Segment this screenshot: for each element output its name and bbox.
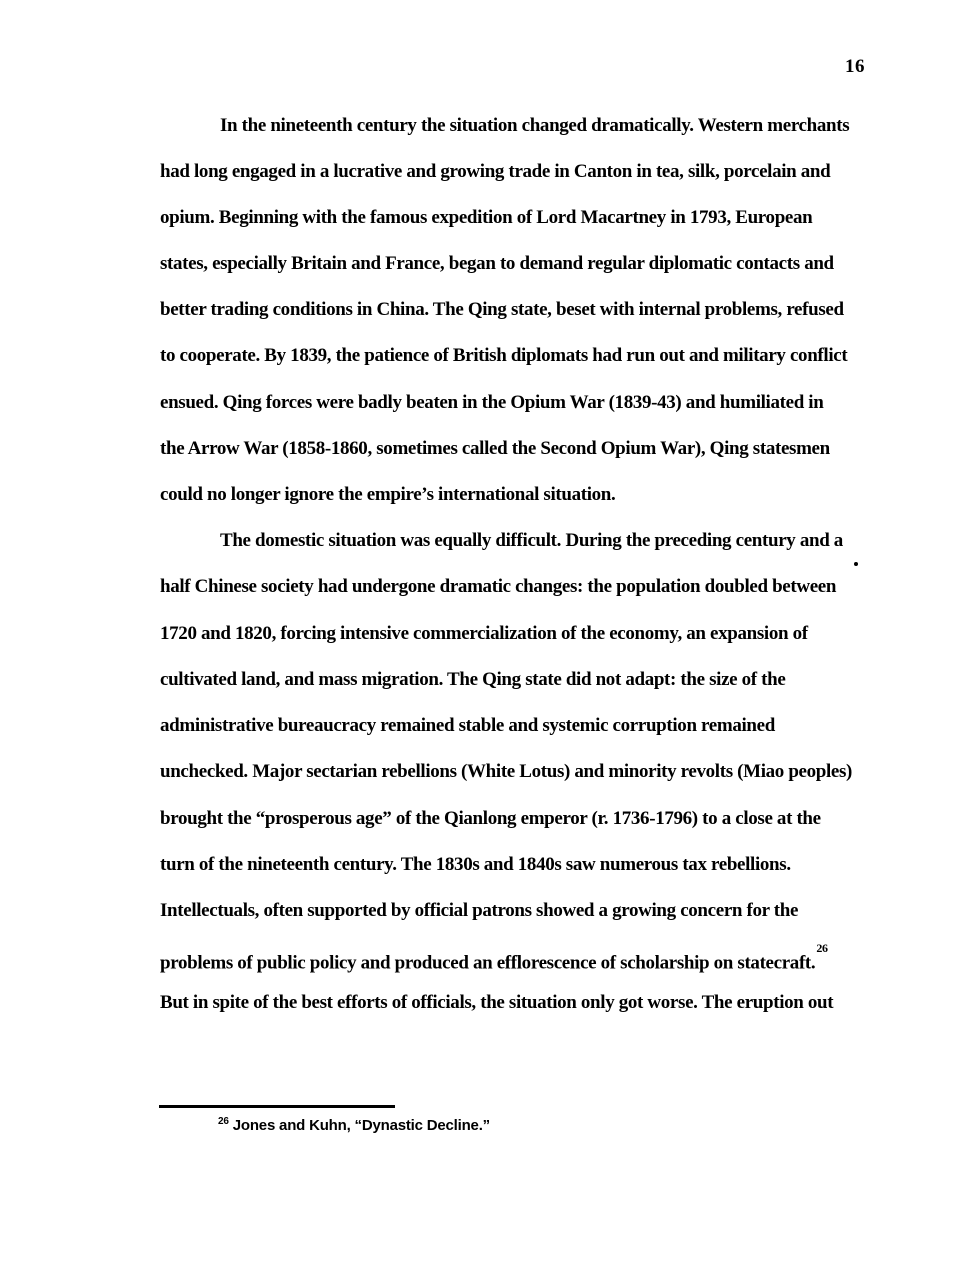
text-line: But in spite of the best efforts of officials, the situation only got worse. The eruption out [160,992,834,1013]
stray-mark [854,562,858,566]
text-line: to cooperate. By 1839, the patience of British diplomats had run out and military conflict [160,345,848,366]
text-line: administrative bureaucracy remained stable and systemic corruption remained [160,715,775,736]
text-line: The domestic situation was equally difficult. During the preceding century and a [220,530,843,551]
text-line: states, especially Britain and France, began to demand regular diplomatic contacts and [160,253,834,274]
text-line: ensued. Qing forces were badly beaten in the Opium War (1839-43) and humiliated in [160,392,824,413]
text-line: Intellectuals, often supported by official patrons showed a growing concern for the [160,900,799,921]
footnote-rule [159,1105,395,1108]
text-line [160,941,828,975]
text-line: 1720 and 1820, forcing intensive commercialization of the economy, an expansion of [160,623,808,644]
footnote-reference[interactable]: 26 [816,941,828,955]
text-line: half Chinese society had undergone dramatic changes: the population doubled between [160,576,837,597]
text-line: opium. Beginning with the famous expedition of Lord Macartney in 1793, European [160,207,813,228]
footnote [218,1117,490,1134]
text-line: had long engaged in a lucrative and growing trade in Canton in tea, silk, porcelain and [160,161,831,182]
text-line-content: problems of public policy and produced an efflorescence of scholarship on statecraft. [160,952,816,974]
footnote-text: Jones and Kuhn, “Dynastic Decline.” [232,1117,490,1134]
footnote-number: 26 [218,1116,229,1127]
text-line: better trading conditions in China. The Qing state, beset with internal problems, refused [160,299,844,320]
text-line: unchecked. Major sectarian rebellions (White Lotus) and minority revolts (Miao peoples) [160,761,853,782]
text-line: the Arrow War (1858-1860, sometimes called the Second Opium War), Qing statesmen [160,438,830,459]
text-line: turn of the nineteenth century. The 1830s and 1840s saw numerous tax rebellions. [160,854,791,875]
text-line: brought the “prosperous age” of the Qianlong emperor (r. 1736-1796) to a close at the [160,808,821,829]
text-line: could no longer ignore the empire’s international situation. [160,484,616,505]
text-line: In the nineteenth century the situation changed dramatically. Western merchants [220,115,850,136]
text-line: cultivated land, and mass migration. The Qing state did not adapt: the size of the [160,669,786,690]
page-number: 16 [845,56,865,77]
